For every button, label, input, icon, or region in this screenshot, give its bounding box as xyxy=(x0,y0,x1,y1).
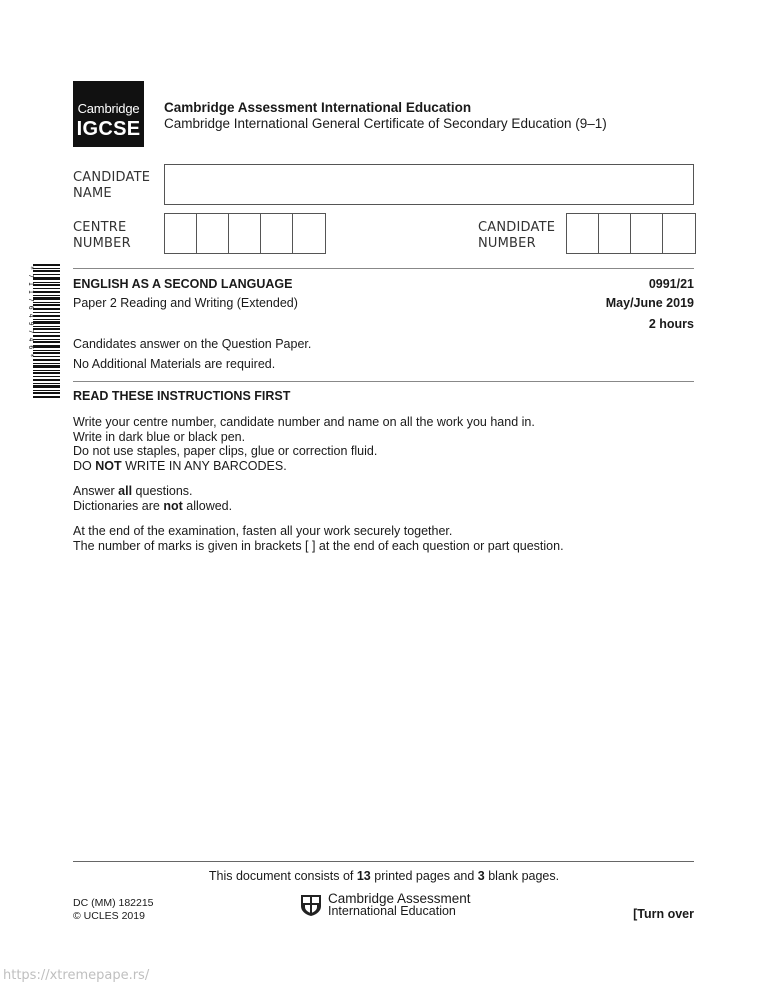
brand-line-1: Cambridge Assessment xyxy=(328,891,471,906)
paper-code: 0991/21 xyxy=(648,277,694,291)
logo-cambridge-text: Cambridge xyxy=(77,101,140,116)
centre-number-boxes[interactable] xyxy=(164,213,326,254)
exam-duration: 2 hours xyxy=(648,317,694,331)
barcode-bars xyxy=(33,264,60,398)
candidate-name-label xyxy=(73,170,150,202)
cambridge-shield-icon xyxy=(299,893,323,917)
barcode-digits: * 7 1 1 7 6 4 9 7 4 6 * xyxy=(27,266,35,358)
instruction-line: At the end of the examination, fasten all your work securely together. xyxy=(73,524,453,538)
candidate-number-boxes[interactable] xyxy=(566,213,696,254)
instruction-line: Write your centre number, candidate number and name on all the work you hand in. xyxy=(73,415,535,429)
cambridge-assessment-brand xyxy=(299,892,471,918)
instruction-line: Do not use staples, paper clips, glue or correction fluid. xyxy=(73,444,378,458)
instructions-block-2 xyxy=(73,484,232,513)
divider-top xyxy=(73,268,694,269)
dc-code: DC (MM) 182215 xyxy=(73,897,154,909)
centre-number-digit-box[interactable] xyxy=(165,214,197,253)
instructions-heading: READ THESE INSTRUCTIONS FIRST xyxy=(73,389,291,403)
candidate-number-label-line1: CANDIDATE xyxy=(478,220,556,235)
qualification-title: Cambridge International General Certificate of Secondary Education (9–1) xyxy=(164,116,607,131)
candidate-number-digit-box[interactable] xyxy=(567,214,599,253)
candidate-number-label-line2: NUMBER xyxy=(478,236,536,251)
centre-number-label-line1: CENTRE xyxy=(73,220,127,235)
exam-session: May/June 2019 xyxy=(605,296,694,310)
candidate-number-digit-box[interactable] xyxy=(631,214,663,253)
instruction-line: Write in dark blue or black pen. xyxy=(73,429,246,444)
barcode xyxy=(27,264,60,399)
candidate-name-input[interactable] xyxy=(164,164,694,205)
organization-name: Cambridge Assessment International Education xyxy=(164,100,472,115)
materials-note: No Additional Materials are required. xyxy=(73,357,276,371)
centre-number-digit-box[interactable] xyxy=(261,214,293,253)
brand-line-2: International Education xyxy=(328,904,456,918)
instruction-line: The number of marks is given in brackets [ ] at the end of each question or part question. xyxy=(73,538,564,553)
centre-number-digit-box[interactable] xyxy=(229,214,261,253)
paper-title: Paper 2 Reading and Writing (Extended) xyxy=(73,296,298,310)
cambridge-igcse-logo xyxy=(73,81,144,147)
candidate-number-digit-box[interactable] xyxy=(599,214,631,253)
watermark-url[interactable]: https://xtremepape.rs/ xyxy=(3,968,150,983)
document-codes xyxy=(73,897,154,923)
footer-divider xyxy=(73,861,694,862)
instruction-line: Answer all questions. xyxy=(73,484,193,498)
logo-igcse-text: IGCSE xyxy=(76,118,141,140)
instructions-block-3 xyxy=(73,524,564,553)
candidate-name-label-line2: NAME xyxy=(73,186,112,201)
copyright: © UCLES 2019 xyxy=(73,910,145,922)
centre-number-label-line2: NUMBER xyxy=(73,236,131,251)
instructions-block-1 xyxy=(73,415,535,473)
instruction-line: Dictionaries are not allowed. xyxy=(73,498,233,513)
candidate-name-label-line1: CANDIDATE xyxy=(73,170,151,185)
answer-note: Candidates answer on the Question Paper. xyxy=(73,337,312,351)
candidate-number-digit-box[interactable] xyxy=(663,214,695,253)
turn-over: [Turn over xyxy=(633,907,694,921)
centre-number-label xyxy=(73,220,131,252)
divider-middle xyxy=(73,381,694,382)
centre-number-digit-box[interactable] xyxy=(197,214,229,253)
subject-title: ENGLISH AS A SECOND LANGUAGE xyxy=(73,277,293,291)
instruction-line: DO NOT WRITE IN ANY BARCODES. xyxy=(73,458,287,473)
candidate-number-label xyxy=(478,220,555,252)
centre-number-digit-box[interactable] xyxy=(293,214,325,253)
page-count-note: This document consists of 13 printed pages and 3 blank pages. xyxy=(208,869,560,883)
